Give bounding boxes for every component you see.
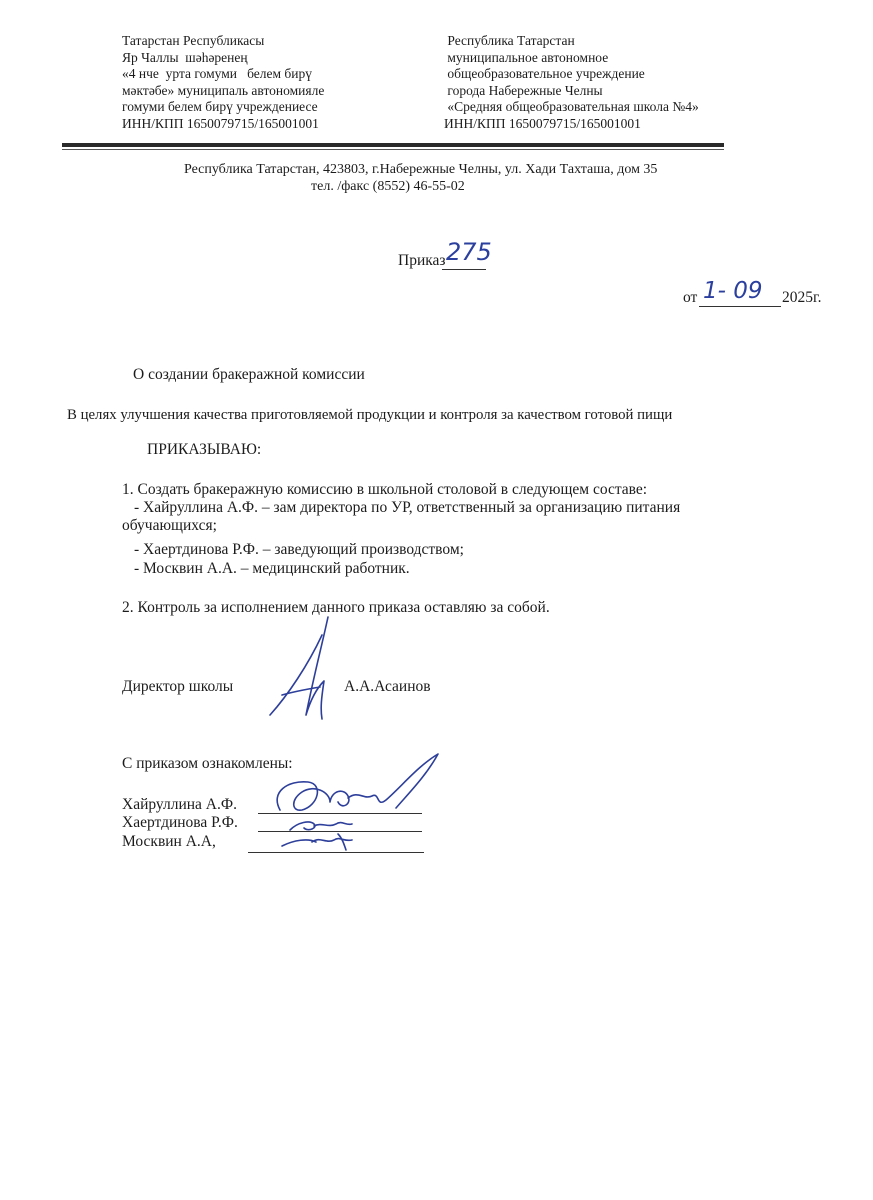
signatory-position: Директор школы — [122, 678, 234, 695]
header-right-line-3: общеобразовательное учреждение — [444, 66, 645, 81]
member-1-line-2: обучающихся; — [122, 517, 217, 534]
header-right-block — [444, 33, 699, 132]
item-2: 2. Контроль за исполнением данного приказа оставляю за собой. — [122, 599, 550, 616]
order-subject: О создании бракеражной комиссии — [133, 366, 365, 383]
order-word: ПРИКАЗЫВАЮ: — [147, 441, 262, 458]
acquainted-person-2: Хаертдинова Р.Ф. — [122, 814, 238, 831]
member-3: - Москвин А.А. – медицинский работник. — [134, 560, 410, 577]
item-1-title: 1. Создать бракеражную комиссию в школьной столовой в следующем составе: — [122, 481, 648, 498]
header-right-line-1: Республика Татарстан — [444, 33, 575, 48]
header-left-line-2: Яр Чаллы шәһәренең — [122, 49, 248, 65]
acquainted-person-3: Москвин А.А, — [122, 833, 216, 850]
header-left-line-4: мәктәбе» муниципаль автономияле — [122, 82, 325, 98]
header-left-line-1: Татарстан Республикасы — [122, 33, 265, 48]
acquaintance-signatures-icon — [268, 752, 448, 854]
date-handwritten: 1- 09 — [703, 278, 763, 304]
member-2: - Хаертдинова Р.Ф. – заведующий производством; — [134, 541, 464, 558]
header-left-line-6: ИНН/КПП 1650079715/165001001 — [122, 115, 319, 131]
header-divider-thick — [62, 143, 724, 147]
address-line: Республика Татарстан, 423803, г.Набережные Челны, ул. Хади Тахташа, дом 35 — [184, 162, 658, 177]
header-left-block — [122, 33, 324, 132]
header-right-line-2: муниципальное автономное — [444, 49, 609, 65]
date-prefix: от — [683, 289, 698, 306]
date-underline — [699, 306, 781, 307]
order-title: Приказ — [398, 252, 446, 269]
header-right-line-5: «Средняя общеобразовательная школа №4» — [444, 99, 699, 114]
phone-line: тел. /факс (8552) 46-55-02 — [311, 179, 465, 194]
member-1-line-1: - Хайруллина А.Ф. – зам директора по УР, ответственный за организацию питания — [134, 499, 681, 516]
order-number-handwritten: 275 — [446, 238, 492, 266]
order-purpose: В целях улучшения качества приготовляемой продукции и контроля за качеством готовой пищи — [67, 407, 673, 423]
acquainted-person-1: Хайруллина А.Ф. — [122, 796, 237, 813]
header-right-line-6: ИНН/КПП 1650079715/165001001 — [444, 115, 641, 131]
order-number-underline — [442, 269, 486, 270]
header-divider-thin — [62, 149, 724, 150]
header-left-line-3: «4 нче урта гомуми белем бирү — [122, 66, 313, 81]
director-signature-icon — [262, 615, 342, 725]
header-left-line-5: гомуми белем бирү учреждениесе — [122, 99, 318, 114]
date-year: 2025г. — [782, 289, 822, 306]
acquainted-title: С приказом ознакомлены: — [122, 755, 293, 772]
header-right-line-4: города Набережные Челны — [444, 82, 603, 98]
signatory-name: А.А.Асаинов — [344, 678, 431, 695]
